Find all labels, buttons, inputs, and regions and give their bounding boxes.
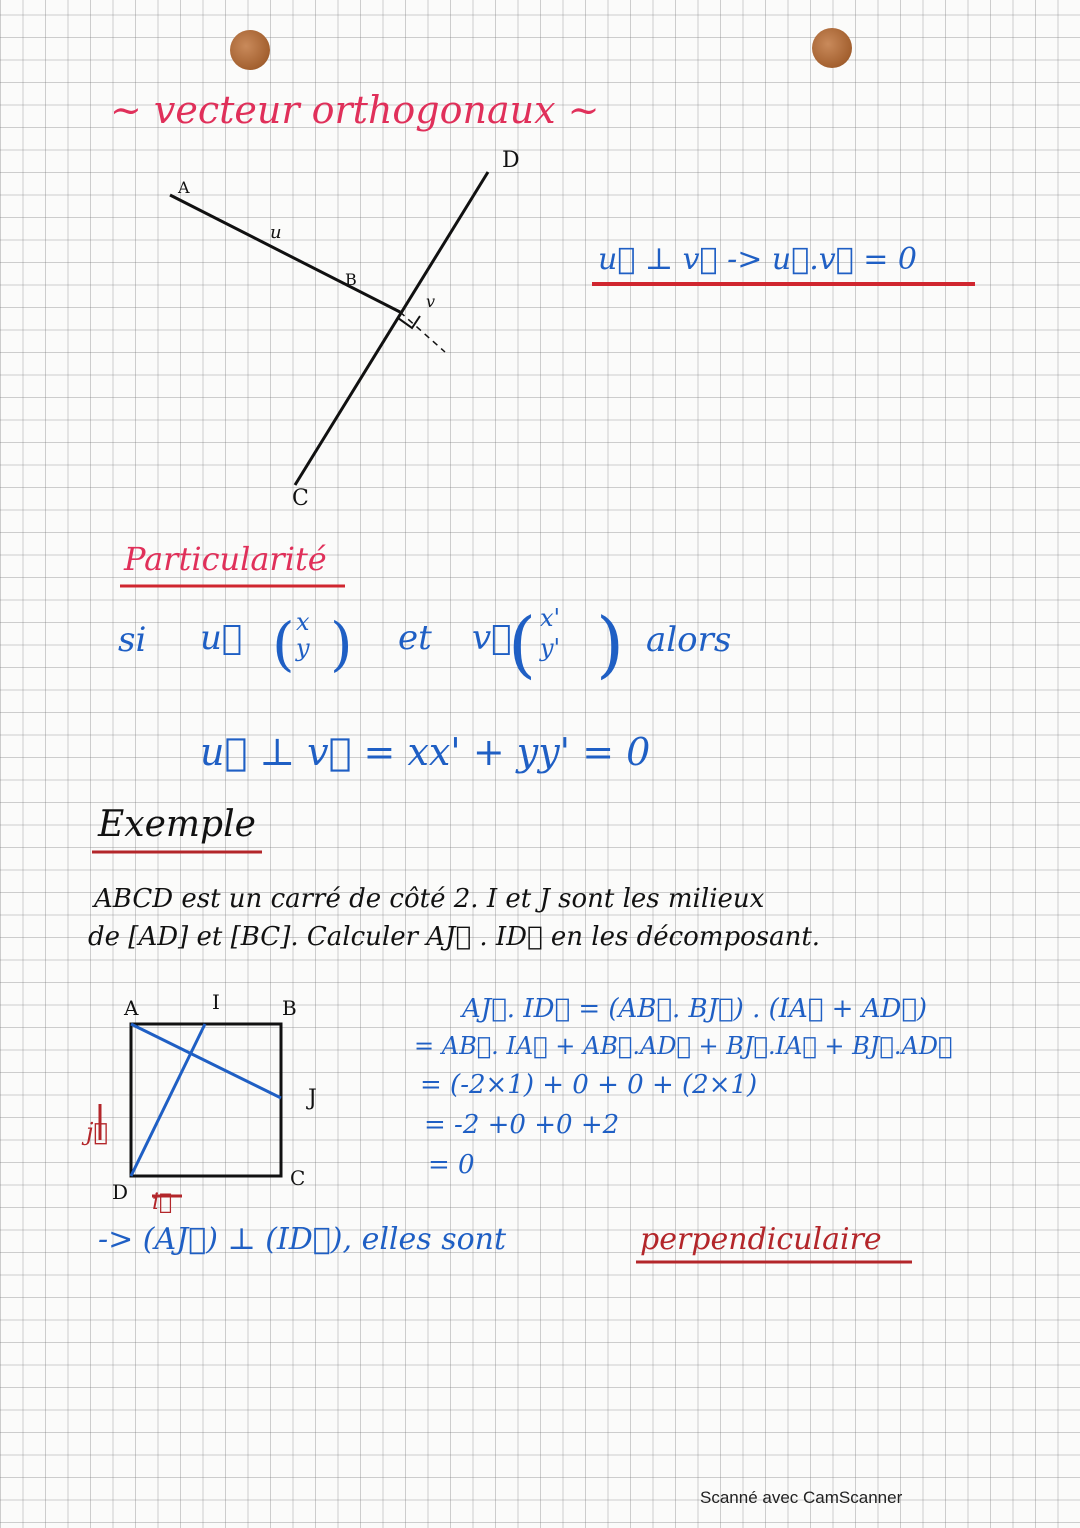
- scanner-footer: Scanné avec CamScanner: [700, 1488, 903, 1507]
- square-label-a: A: [124, 996, 139, 1020]
- segment-ab: [170, 195, 400, 312]
- square-abcd: [131, 1024, 281, 1176]
- vector-v: v⃗: [472, 618, 512, 658]
- exemple-heading: Exemple: [98, 804, 256, 845]
- square-label-b: B: [282, 996, 297, 1020]
- segment-aj: [131, 1024, 281, 1098]
- orthogonality-property: u⃗ ⊥ v⃗ -> u⃗.v⃗ = 0: [598, 242, 918, 277]
- coord-x-prime: x': [540, 604, 561, 632]
- label-u: u: [270, 222, 282, 243]
- right-angle-mark: [398, 316, 420, 328]
- square-label-c: C: [290, 1166, 306, 1190]
- calc-line-1: AJ⃗. ID⃗ = (AB⃗. BJ⃗) . (IA⃗ + AD⃗): [462, 994, 928, 1024]
- segment-cd: [295, 172, 488, 485]
- segment-id: [131, 1024, 205, 1176]
- conclusion-text: -> (AJ⃗) ⊥ (ID⃗), elles sont: [98, 1222, 507, 1257]
- statement-line-2: de [AD] et [BC]. Calculer AJ⃗ . ID⃗ en les décomposant.: [88, 922, 821, 952]
- paren-open-2: (: [508, 602, 537, 686]
- calc-line-5: = 0: [428, 1150, 475, 1180]
- label-c: C: [292, 486, 309, 511]
- unit-vector-i-label: i⃗: [152, 1190, 173, 1215]
- particularite-heading: Particularité: [124, 540, 327, 578]
- calc-line-4: = -2 +0 +0 +2: [424, 1110, 620, 1140]
- calc-line-3: = (-2×1) + 0 + 0 + (2×1): [420, 1070, 758, 1100]
- alors-word: alors: [646, 620, 732, 660]
- si-word: si: [118, 620, 147, 660]
- conclusion-keyword: perpendiculaire: [640, 1222, 882, 1257]
- square-label-j: J: [308, 1086, 317, 1111]
- paren-close-1: ): [330, 610, 353, 678]
- label-d: D: [502, 148, 520, 173]
- square-label-d: D: [112, 1180, 129, 1204]
- vector-u: u⃗: [200, 618, 243, 658]
- coord-y-prime: y': [540, 634, 561, 662]
- label-b: B: [345, 270, 357, 289]
- et-word: et: [398, 618, 432, 658]
- label-v: v: [426, 292, 436, 311]
- page-title: ~ vecteur orthogonaux ~: [110, 88, 600, 132]
- unit-vector-j-label: j⃗: [86, 1118, 108, 1146]
- square-label-i: I: [212, 990, 220, 1014]
- coord-y: y: [296, 634, 310, 662]
- paren-close-2: ): [596, 602, 625, 686]
- paren-open-1: (: [272, 610, 295, 678]
- statement-line-1: ABCD est un carré de côté 2. I et J sont les milieux: [94, 884, 765, 914]
- coord-x: x: [296, 608, 310, 636]
- label-a: A: [178, 178, 190, 197]
- segment-ab-extension: [400, 312, 445, 352]
- dot-product-formula: u⃗ ⊥ v⃗ = xx' + yy' = 0: [200, 730, 651, 774]
- calc-line-2: = AB⃗. IA⃗ + AB⃗.AD⃗ + BJ⃗.IA⃗ + BJ⃗.AD⃗: [414, 1032, 953, 1060]
